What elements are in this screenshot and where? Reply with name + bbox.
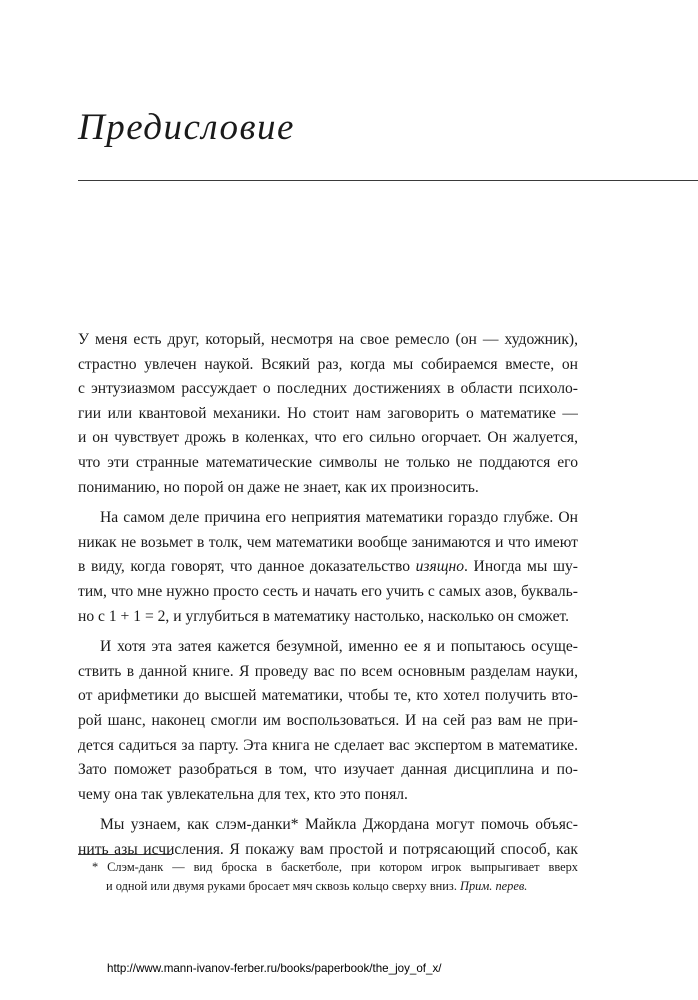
text-line: И хотя эта затея кажется безумной, именно ее я и попытаюсь осуще-	[100, 638, 578, 656]
text-line: У меня есть друг, который, несмотря на свое ремесло (он — художник),	[78, 331, 578, 348]
text-line: нить азы исчисления. Я покажу вам простой и потрясающий способ, как	[78, 840, 578, 858]
paragraph	[78, 328, 578, 500]
text-line: что эти странные математические символы не только не поддаются его	[78, 453, 578, 471]
title-divider	[78, 180, 698, 181]
text-line: никак не возьмет в толк, чем математики вообще занимаются и что имеют	[78, 533, 578, 551]
text-line: ствить в данной книге. Я проведу вас по всем основным разделам науки,	[78, 662, 578, 680]
text-line: рой шанс, наконец смогли им воспользоваться. И на сей раз вам не при-	[78, 711, 578, 729]
text-line: страстно увлечен наукой. Всякий раз, когда мы собираемся вместе, он	[78, 355, 578, 373]
source-url: http://www.mann-ivanov-ferber.ru/books/paperbook/the_joy_of_x/	[107, 962, 442, 975]
text-line: и он чувствует дрожь в коленках, что его сильно огорчает. Он жалуется,	[78, 429, 578, 447]
text-line: гии или квантовой механики. Но стоит нам заговорить о математике —	[78, 404, 578, 422]
footnote-line: * Слэм-данк — вид броска в баскетболе, при котором игрок выпрыгивает вверх	[92, 860, 578, 874]
body-text	[78, 328, 578, 862]
chapter-title: Предисловие	[78, 107, 295, 148]
text-line: но с 1 + 1 = 2, и углубиться в математику настолько, насколько он сможет.	[78, 607, 570, 625]
text-line: пониманию, но порой он даже не знает, как их произносить.	[78, 478, 479, 496]
paragraph	[78, 813, 578, 862]
text-line: от арифметики до высшей математики, чтобы те, кто хотел получить вто-	[78, 687, 578, 705]
paragraph	[78, 635, 578, 807]
text-line: в виду, когда говорят, что данное доказательство изящно. Иногда мы шу-	[78, 558, 578, 576]
footnote-divider	[78, 854, 172, 855]
text-line: Мы узнаем, как слэм-данки* Майкла Джордана могут помочь объяс-	[100, 816, 578, 834]
text-line: тим, что мне нужно просто сесть и начать его учить с самых азов, букваль-	[78, 582, 578, 600]
text-line: дется садиться за парту. Эта книга не сделает вас экспертом в математике.	[78, 736, 578, 754]
text-line: с энтузиазмом рассуждает о последних достижениях в области психоло-	[78, 380, 578, 398]
text-line: Зато поможет разобраться в том, что изучает данная дисциплина и по-	[78, 761, 578, 779]
paragraph	[78, 506, 578, 629]
text-line: На самом деле причина его неприятия математики гораздо глубже. Он	[100, 509, 578, 527]
text-line: чему она так увлекательна для тех, кто это понял.	[78, 785, 408, 803]
footnote	[92, 858, 578, 896]
footnote-line: и одной или двумя руками бросает мяч сквозь кольцо сверху вниз. Прим. перев.	[106, 879, 528, 893]
